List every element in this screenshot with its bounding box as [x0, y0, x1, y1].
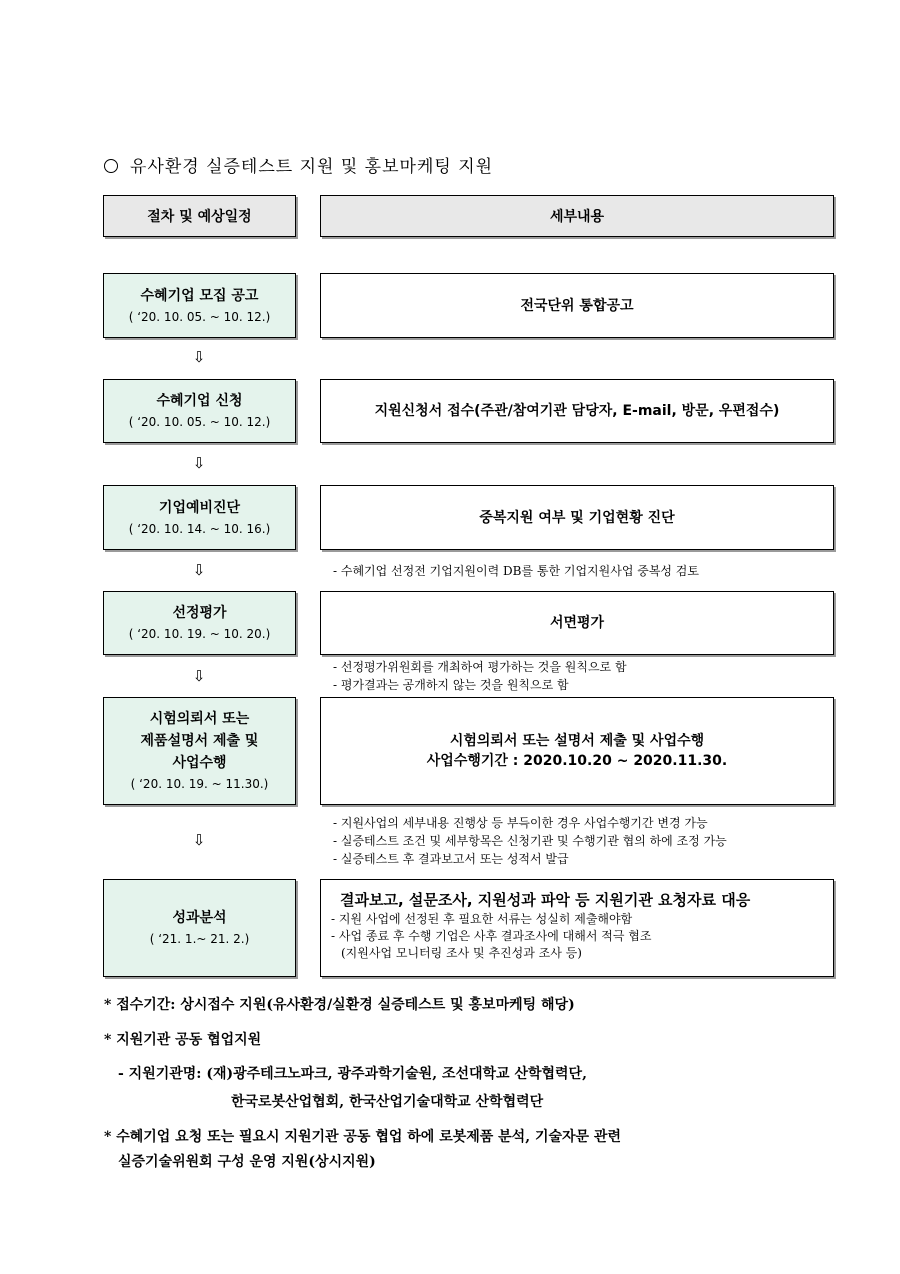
step-5-note-1: - 지원사업의 세부내용 진행상 등 부득이한 경우 사업수행기간 변경 가능	[333, 816, 708, 830]
step-3-box	[103, 485, 296, 550]
step-name: 수혜기업 신청	[156, 393, 243, 409]
step-4-note-2: - 평가결과는 공개하지 않는 것을 원칙으로 함	[333, 678, 569, 692]
detail-text: 지원신청서 접수(주관/참여기관 담당자, E-mail, 방문, 우편접수)	[374, 403, 780, 419]
step-date: ( ‘20. 10. 19. ~ 10. 20.)	[128, 627, 271, 641]
step-6-box	[103, 879, 296, 977]
section-title	[104, 152, 493, 177]
step-name: 성과분석	[172, 910, 227, 926]
down-arrow-icon: ⇩	[192, 831, 206, 849]
down-arrow-icon: ⇩	[192, 667, 206, 685]
step-1-detail	[320, 273, 834, 338]
footnote-tech-committee-1: * 수혜기업 요청 또는 필요시 지원기관 공동 협업 하에 로봇제품 분석, 기술자문 관련	[104, 1129, 621, 1145]
footnote-agency-list-1: - 지원기관명: (재)광주테크노파크, 광주과학기술원, 조선대학교 산학협력단,	[118, 1066, 587, 1082]
step-5-note-3: - 실증테스트 후 결과보고서 또는 성적서 발급	[333, 852, 569, 866]
circle-bullet-icon	[104, 159, 118, 173]
section-title-text: 유사환경 실증테스트 지원 및 홍보마케팅 지원	[130, 157, 494, 177]
header-details-label: 세부내용	[549, 209, 605, 225]
footnote-agency-list-2: 한국로봇산업협회, 한국산업기술대학교 산학협력단	[231, 1094, 544, 1110]
step-2-detail	[320, 379, 834, 443]
header-procedure-label: 절차 및 예상일정	[147, 209, 252, 225]
header-details	[320, 195, 834, 237]
step-date: ( ‘20. 10. 19. ~ 11.30.)	[130, 777, 269, 791]
detail-title: 결과보고, 설문조사, 지원성과 파악 등 지원기관 요청자료 대응	[340, 891, 751, 909]
step-name: 시험의뢰서 또는	[149, 711, 250, 727]
step-name: 기업예비진단	[158, 499, 241, 516]
down-arrow-icon: ⇩	[192, 348, 206, 366]
step-5-box	[103, 697, 296, 805]
detail-text: 중복지원 여부 및 기업현황 진단	[479, 509, 675, 526]
step-6-detail	[320, 879, 834, 977]
step-2-box	[103, 379, 296, 443]
header-procedure-schedule	[103, 195, 296, 237]
footnote-joint-support: * 지원기관 공동 협업지원	[104, 1032, 262, 1048]
down-arrow-icon: ⇩	[192, 454, 206, 472]
step-name: 수혜기업 모집 공고	[140, 287, 259, 304]
step-date: ( ‘20. 10. 05. ~ 10. 12.)	[128, 415, 271, 429]
step-date: ( ‘21. 1.~ 21. 2.)	[149, 932, 250, 946]
step-date: ( ‘20. 10. 05. ~ 10. 12.)	[128, 309, 271, 324]
step-5-detail	[320, 697, 834, 805]
detail-text: 사업수행기간 : 2020.10.20 ~ 2020.11.30.	[426, 753, 728, 769]
detail-line: - 지원 사업에 선정된 후 필요한 서류는 성실히 제출해야함	[331, 912, 633, 926]
step-name: 제품설명서 제출 및	[140, 733, 259, 749]
step-name: 사업수행	[172, 755, 227, 771]
detail-line: (지원사업 모니터링 조사 및 추진성과 조사 등)	[341, 946, 582, 960]
step-4-detail	[320, 591, 834, 655]
detail-text: 서면평가	[549, 615, 605, 631]
step-1-box	[103, 273, 296, 338]
detail-text: 시험의뢰서 또는 설명서 제출 및 사업수행	[449, 733, 705, 749]
footnote-tech-committee-2: 실증기술위원회 구성 운영 지원(상시지원)	[118, 1154, 376, 1170]
step-5-note-2: - 실증테스트 조건 및 세부항목은 신청기관 및 수행기관 협의 하에 조정 가능	[333, 834, 727, 848]
footnote-reception-period: * 접수기간: 상시접수 지원(유사환경/실환경 실증테스트 및 홍보마케팅 해당)	[104, 997, 575, 1013]
step-4-note-1: - 선정평가위원회를 개최하여 평가하는 것을 원칙으로 함	[333, 660, 627, 674]
step-4-box	[103, 591, 296, 655]
detail-line: - 사업 종료 후 수행 기업은 사후 결과조사에 대해서 적극 협조	[331, 929, 652, 943]
step-name: 선정평가	[172, 605, 227, 621]
step-3-note: - 수혜기업 선정전 기업지원이력 DB를 통한 기업지원사업 중복성 검토	[333, 564, 699, 578]
step-3-detail	[320, 485, 834, 550]
step-date: ( ‘20. 10. 14. ~ 10. 16.)	[128, 521, 271, 536]
down-arrow-icon: ⇩	[192, 561, 206, 579]
detail-text: 전국단위 통합공고	[520, 297, 634, 314]
